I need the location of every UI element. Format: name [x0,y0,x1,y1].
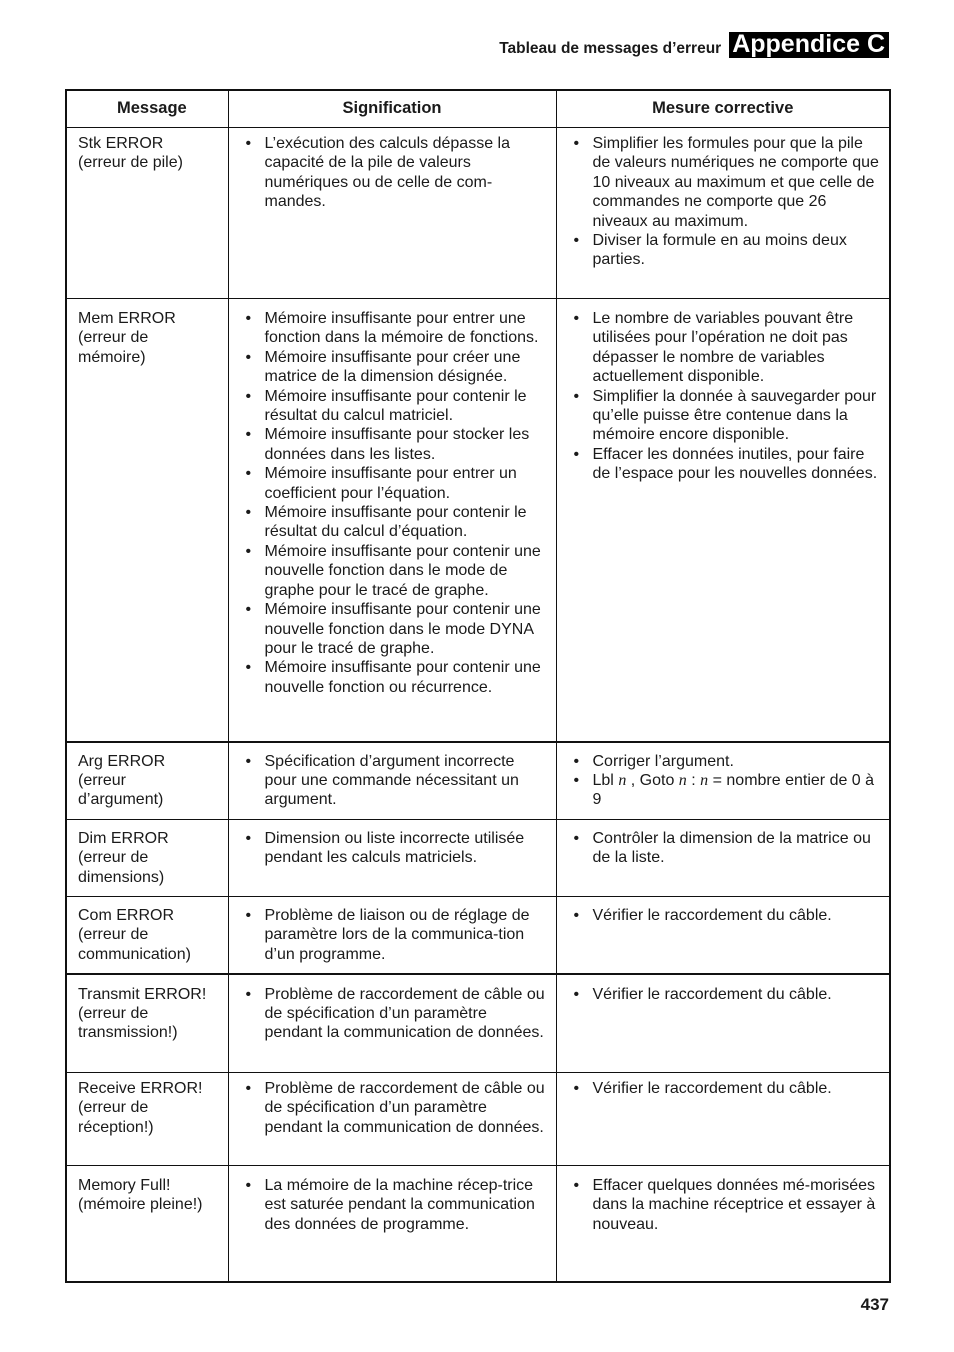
mesure-cell [556,1166,890,1282]
column-header-mesure: Mesure corrective [556,90,890,128]
list-item: • Vérifier le raccordement du câble. [568,906,884,925]
message-cell [66,299,228,742]
error-messages-table [65,89,891,1283]
mesure-cell [556,128,890,299]
section-title: Tableau de messages d’erreur [499,40,722,57]
signification-cell [228,128,556,299]
list-item: • Dimension ou liste incorrecte utilisée pendant les calculs matriciels. [240,829,550,868]
message-cell [66,1166,228,1282]
message-name: Stk ERROR [78,135,164,152]
signification-cell [228,299,556,742]
message-translation: (mémoire pleine!) [78,1196,203,1214]
message-cell [66,974,228,1073]
message-cell [66,820,228,897]
list-item: • Mémoire insuffisante pour contenir le résultat du calcul d’équation. [240,503,550,542]
column-header-signification: Signification [228,90,556,128]
message-cell [66,897,228,974]
message-translation: (erreur de pile) [78,154,183,172]
list-item: • Mémoire insuffisante pour stocker les données dans les listes. [240,425,550,464]
list-item: • Simplifier la donnée à sauvegarder pour qu’elle puisse être contenue dans la mémoire encore disponible. [568,387,884,445]
message-name: Transmit ERROR! [78,985,207,1003]
column-header-message: Message [66,90,228,128]
message-cell [66,1073,228,1166]
message-translation: (erreur [78,771,127,789]
message-translation: mémoire) [78,348,146,366]
list-item: • Problème de liaison ou de réglage de paramètre lors de la communica-tion d’un programme. [240,906,550,964]
list-item: • Le nombre de variables pouvant être utilisées pour l’opération ne doit pas dépasser le nombre de variables actuellement disponible. [568,309,884,387]
list-item: • Mémoire insuffisante pour contenir une nouvelle fonction dans le mode DYNA pour le tracé de graphe. [240,600,550,658]
list-item: • Diviser la formule en au moins deux parties. [568,231,884,270]
signification-cell [228,1073,556,1166]
signification-cell [228,897,556,974]
table-row [66,299,890,742]
table-row [66,128,890,299]
message-cell [66,128,228,299]
mesure-cell [556,1073,890,1166]
message-name: Arg ERROR [78,752,166,770]
list-item: • Effacer quelques données mé-morisées dans la machine réceptrice et essayer à nouveau. [568,1176,884,1234]
list-item: • Mémoire insuffisante pour créer une matrice de la dimension désignée. [240,348,550,387]
list-item: • Spécification d’argument incorrecte pour une commande nécessitant un argument. [240,752,550,810]
list-item: • Problème de raccordement de câble ou de spécification d’un paramètre pendant la communication de données. [240,985,550,1043]
list-item: • Vérifier le raccordement du câble. [568,985,884,1004]
message-name: Com ERROR [78,907,175,924]
mesure-cell [556,299,890,742]
message-name: Receive ERROR! [78,1080,203,1097]
message-translation: d’argument) [78,791,164,809]
signification-cell [228,820,556,897]
list-item: • Problème de raccordement de câble ou de spécification d’un paramètre pendant la communication de données. [240,1079,550,1137]
signification-cell [228,742,556,820]
message-translation: (erreur de [78,1004,149,1022]
message-name: Dim ERROR [78,830,169,847]
message-name: Mem ERROR [78,310,176,327]
mesure-cell [556,897,890,974]
table-row [66,1073,890,1166]
list-item: • Vérifier le raccordement du câble. [568,1079,884,1098]
list-item: • La mémoire de la machine récep-trice est saturée pendant la communication des données de programme. [240,1176,550,1234]
list-item: • Mémoire insuffisante pour contenir une nouvelle fonction ou récurrence. [240,658,550,697]
list-item: • L’exécution des calculs dépasse la capacité de la pile de valeurs numériques ou de celle de com-mandes. [240,134,550,212]
list-item: • Mémoire insuffisante pour contenir une nouvelle fonction dans le mode de graphe pour le tracé de graphe. [240,542,550,600]
message-translation: (erreur de [78,1099,149,1117]
list-item: • Mémoire insuffisante pour entrer un coefficient pour l’équation. [240,464,550,503]
page-header [499,32,889,58]
mesure-cell [556,974,890,1073]
table-row [66,1166,890,1282]
list-item: • Mémoire insuffisante pour contenir le résultat du calcul matriciel. [240,387,550,426]
page-number: 437 [860,1295,889,1314]
message-translation: (erreur de [78,329,149,347]
list-item: • Contrôler la dimension de la matrice ou de la liste. [568,829,884,868]
message-cell [66,742,228,820]
list-item: • Corriger l’argument. [568,752,884,771]
signification-cell [228,974,556,1073]
list-item: • Mémoire insuffisante pour entrer une fonction dans la mémoire de fonctions. [240,309,550,348]
table-row [66,897,890,974]
mesure-cell [556,820,890,897]
list-item: • Effacer les données inutiles, pour faire de l’espace pour les nouvelles données. [568,445,884,484]
message-translation: (erreur de [78,926,149,944]
table-row [66,742,890,820]
message-name: Memory Full! [78,1177,171,1194]
message-translation: (erreur de [78,849,149,867]
table-header-row [66,90,890,128]
message-translation: réception!) [78,1118,154,1136]
message-translation: transmission!) [78,1024,178,1042]
message-translation: communication) [78,945,191,963]
mesure-cell [556,742,890,820]
message-translation: dimensions) [78,868,165,886]
signification-cell [228,1166,556,1282]
table-row [66,974,890,1073]
list-item: • Simplifier les formules pour que la pile de valeurs numériques ne comporte que 10 niveaux au maximum et que celle de commandes ne comporte que 26 niveaux au maximum. [568,134,884,231]
list-item-label-range: • Lbl n , Goto n : n = nombre entier de 0 à 9 [568,771,884,810]
table-row [66,820,890,897]
appendix-badge: Appendice C [729,32,889,58]
